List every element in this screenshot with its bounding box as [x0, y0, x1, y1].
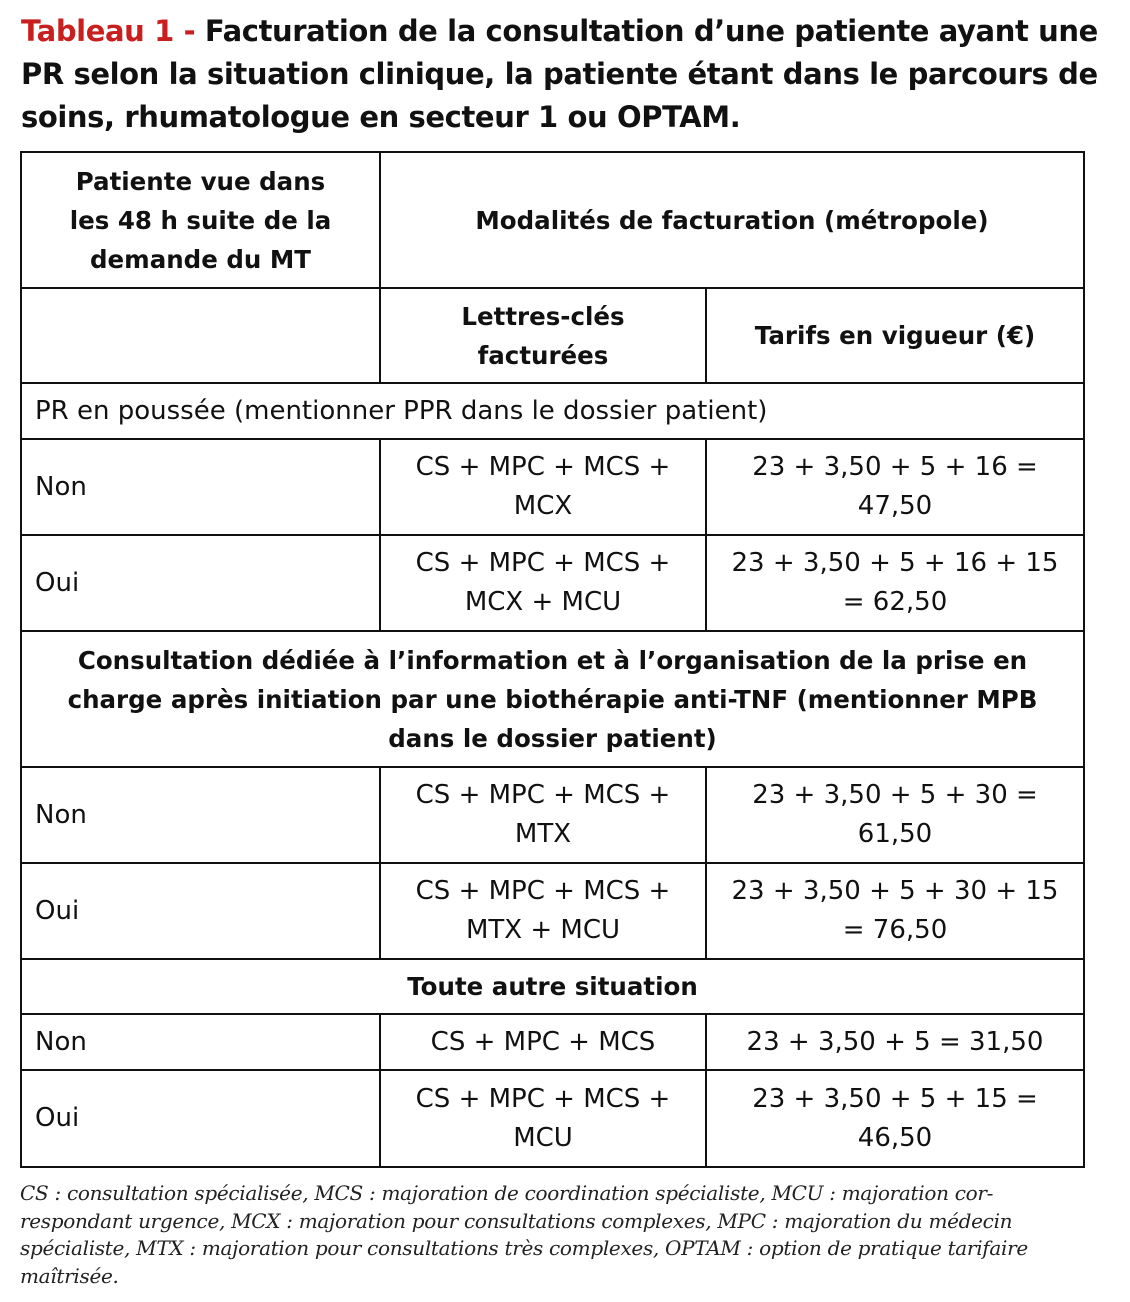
section-row — [21, 959, 1084, 1014]
table-number-label: Tableau 1 - — [21, 14, 205, 48]
cell-seen: Non — [21, 767, 380, 863]
section-title: PR en poussée (mentionner PPR dans le dossier patient) — [21, 383, 1084, 439]
cell-seen: Oui — [21, 863, 380, 959]
cell-tariff: 23 + 3,50 + 5 + 15 = 46,50 — [706, 1070, 1084, 1167]
cell-tariff: 23 + 3,50 + 5 + 30 + 15 = 76,50 — [706, 863, 1084, 959]
cell-letters: CS + MPC + MCS + MCX + MCU — [380, 535, 706, 631]
billing-table — [20, 151, 1085, 1168]
table-row — [21, 863, 1084, 959]
cell-letters: CS + MPC + MCS + MCX — [380, 439, 706, 535]
section-row — [21, 631, 1084, 767]
section-row — [21, 383, 1084, 439]
table-row — [21, 439, 1084, 535]
header-billing-modalities: Modalités de facturation (métropole) — [380, 152, 1084, 288]
table-row — [21, 1070, 1084, 1167]
cell-letters: CS + MPC + MCS + MTX + MCU — [380, 863, 706, 959]
cell-seen: Non — [21, 439, 380, 535]
cell-seen: Oui — [21, 535, 380, 631]
cell-letters: CS + MPC + MCS + MCU — [380, 1070, 706, 1167]
cell-tariff: 23 + 3,50 + 5 + 16 + 15 = 62,50 — [706, 535, 1084, 631]
cell-letters: CS + MPC + MCS — [380, 1014, 706, 1070]
table-subheader-row — [21, 288, 1084, 383]
cell-letters: CS + MPC + MCS + MTX — [380, 767, 706, 863]
table-header-row — [21, 152, 1084, 288]
cell-seen: Non — [21, 1014, 380, 1070]
table-row — [21, 1014, 1084, 1070]
table-row — [21, 535, 1084, 631]
header-seen-48h: Patiente vue dans les 48 h suite de la demande du MT — [21, 152, 380, 288]
table-title — [21, 10, 1101, 139]
cell-tariff: 23 + 3,50 + 5 + 16 = 47,50 — [706, 439, 1084, 535]
cell-tariff: 23 + 3,50 + 5 = 31,50 — [706, 1014, 1084, 1070]
table-title-text: Facturation de la consultation d’une patiente ayant une PR selon la situation clinique, la patiente étant dans le parcours de soins, rhumatologue en secteur 1 ou OPTAM. — [21, 14, 1098, 134]
cell-seen: Oui — [21, 1070, 380, 1167]
header-empty-cell — [21, 288, 380, 383]
table-row — [21, 767, 1084, 863]
cell-tariff: 23 + 3,50 + 5 + 30 = 61,50 — [706, 767, 1084, 863]
section-title: Toute autre situation — [21, 959, 1084, 1014]
section-title: Consultation dédiée à l’information et à l’organisation de la prise en charge après initiation par une biothérapie anti-TNF (mentionner MPB dans le dossier patient) — [21, 631, 1084, 767]
header-tariffs: Tarifs en vigueur (€) — [706, 288, 1084, 383]
header-letters: Lettres-clés facturées — [380, 288, 706, 383]
abbreviations-footnote: CS : consultation spécialisée, MCS : majoration de coordination spécialiste, MCU : majoration cor-respondant urgence, MCX : majoration pour consultations complexes, MPC : majoration du médecin spécialiste, MTX : majoration pour consultations très complexes, OPTAM : option de pratique tarifaire maîtrisée. — [20, 1181, 1028, 1288]
